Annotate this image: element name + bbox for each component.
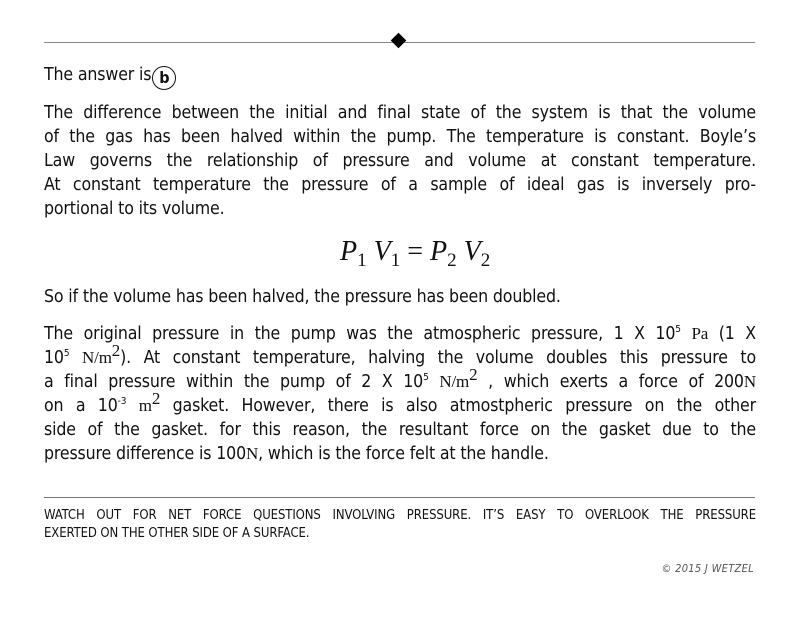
- eq-symbol: P: [340, 236, 358, 267]
- unit: Pa: [691, 324, 709, 343]
- text-line: of the gas has been halved within the pump. The temperature is constant. Boyle’s: [44, 127, 756, 147]
- eq-subscript: 1: [357, 250, 367, 271]
- tip-note: [44, 507, 756, 543]
- text: The original pressure in the pump was the atmospheric pressure, 1 X 10: [44, 324, 676, 344]
- text-line: [44, 365, 756, 394]
- text-line: portional to its volume.: [44, 199, 225, 219]
- eq-symbol: V: [373, 236, 391, 267]
- bottom-divider: [44, 497, 755, 498]
- tip-line: EXERTED ON THE OTHER SIDE OF A SURFACE.: [44, 526, 310, 541]
- diamond-ornament-icon: [391, 33, 407, 49]
- exponent: 2: [469, 365, 478, 384]
- text: pressure difference is 100: [44, 444, 246, 464]
- eq-subscript: 2: [480, 250, 491, 271]
- explanation-paragraph-3: [44, 322, 756, 466]
- text-line: The difference between the initial and final state of the system is that the volume: [44, 103, 756, 123]
- boyles-law-equation: [340, 236, 491, 271]
- exponent: -3: [117, 396, 127, 407]
- eq-subscript: 1: [390, 250, 401, 271]
- exponent: 5: [63, 348, 70, 359]
- text: ). At constant temperature, halving the volume doubles this pressure to: [120, 348, 756, 368]
- eq-subscript: 2: [447, 250, 457, 271]
- copyright: © 2015 J WETZEL: [661, 562, 754, 575]
- text-line: [44, 341, 756, 370]
- exponent: 5: [675, 324, 681, 335]
- unit: N/m: [82, 348, 112, 367]
- answer-letter-circled: b: [152, 66, 176, 90]
- text-line: [44, 389, 756, 418]
- text: , which is the force felt at the handle.: [258, 444, 549, 464]
- text-line: Law governs the relationship of pressure and volume at constant temperature.: [44, 151, 756, 171]
- eq-symbol: V: [463, 236, 481, 267]
- unit: N: [246, 444, 259, 463]
- text: gasket. However, there is also atmostpheric pressure on the other: [160, 396, 756, 416]
- exponent: 2: [111, 341, 121, 360]
- explanation-paragraph-1: [44, 101, 756, 221]
- explanation-paragraph-2: So if the volume has been halved, the pressure has been doubled.: [44, 287, 561, 307]
- exponent: 2: [151, 389, 161, 408]
- text: on a 10: [44, 396, 118, 416]
- text-line: At constant temperature the pressure of a sample of ideal gas is inversely pro-: [44, 175, 756, 195]
- text-line: [44, 442, 756, 466]
- exponent: 5: [423, 372, 429, 383]
- eq-equals: =: [407, 236, 424, 267]
- unit: N: [743, 372, 756, 391]
- text: 10: [44, 348, 64, 368]
- tip-line: WATCH OUT FOR NET FORCE QUESTIONS INVOLVING PRESSURE. IT’S EASY TO OVERLOOK THE PRESSURE: [44, 508, 756, 523]
- answer-line: [44, 63, 756, 90]
- text-line: side of the gasket. for this reason, the resultant force on the gasket due to the: [44, 420, 756, 440]
- text: (1 X: [708, 324, 756, 344]
- unit: m: [138, 396, 152, 415]
- unit: N/m: [439, 372, 470, 391]
- answer-prefix: The answer is: [44, 65, 152, 85]
- text: a final pressure within the pump of 2 X 10: [44, 372, 424, 392]
- text: , which exerts a force of 200: [477, 372, 744, 392]
- eq-symbol: P: [430, 236, 448, 267]
- text-line: [44, 322, 756, 346]
